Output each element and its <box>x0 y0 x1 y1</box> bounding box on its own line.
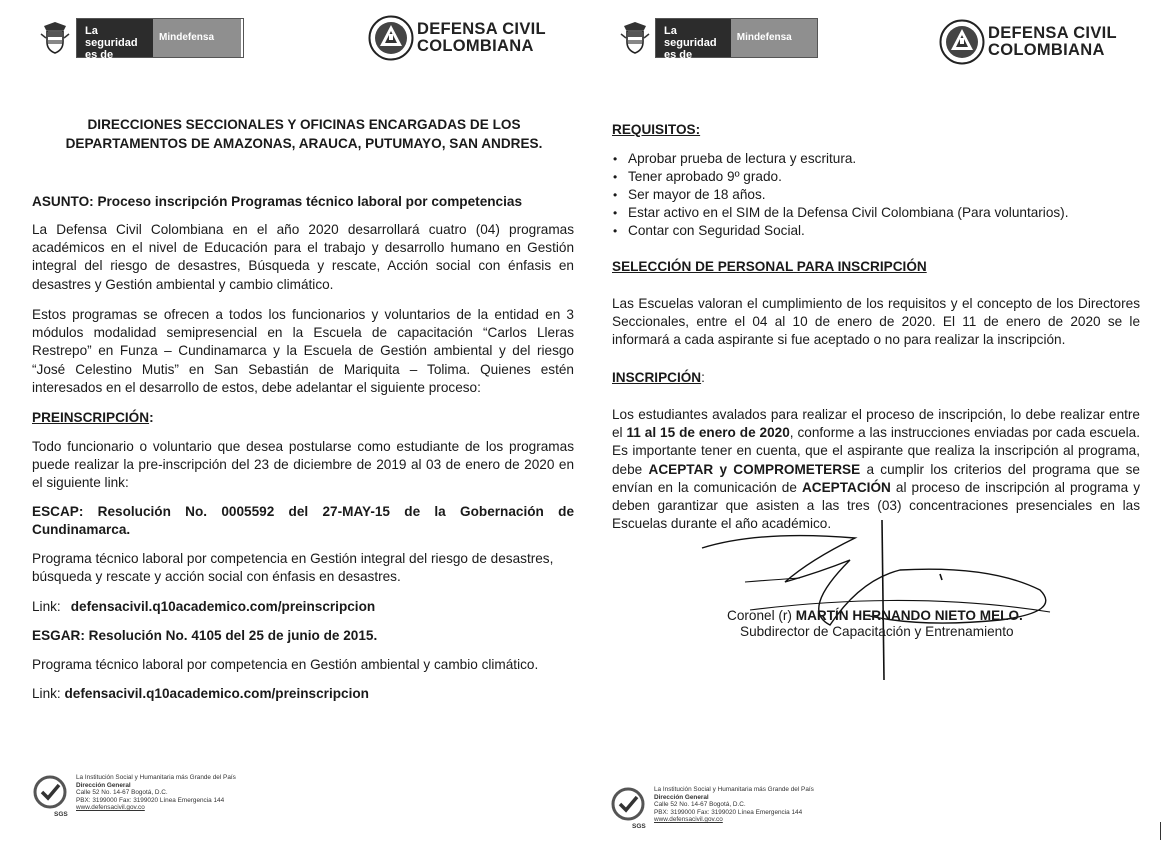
org-name-line2: COLOMBIANA <box>988 41 1105 59</box>
footer-right <box>610 786 814 830</box>
footer-tagline: La Institución Social y Humanitaria más Grande del País <box>654 786 814 793</box>
org-name <box>417 21 546 55</box>
org-name-line2: COLOMBIANA <box>417 37 534 55</box>
inscription-heading <box>612 369 705 387</box>
inscription-text-3: a cumplir los criterios del programa que se envían en la comunicación de <box>612 461 1140 495</box>
certification-seal-icon <box>610 786 650 826</box>
page-edge-mark <box>1160 822 1161 840</box>
defensa-civil-logo <box>368 14 546 62</box>
esgar-resolution: ESGAR: Resolución No. 4105 del 25 de junio de 2015. <box>32 628 378 643</box>
selection-heading: SELECCIÓN DE PERSONAL PARA INSCRIPCIÓN <box>612 259 927 274</box>
list-item: • Estar activo en el SIM de la Defensa Civil Colombiana (Para voluntarios). <box>612 204 1152 222</box>
inscription-text-4: al proceso de inscripción al programa y deben garantizar que asisten a las tres (03) concentraciones presenciales en las Escuelas durante el año académico. <box>612 479 1141 532</box>
sgs-label: SGS <box>632 823 646 830</box>
inscription-paragraph <box>612 406 1140 533</box>
escap-link <box>32 598 375 616</box>
banner-slogan-line2: es de todos <box>85 49 115 73</box>
footer-left <box>32 774 236 818</box>
preinscription-paragraph: Todo funcionario o voluntario que desea postularse como estudiante de los programas puede realizar la pre-inscripción del 23 de diciembre de 2019 al 03 de enero de 2020 en el siguiente link: <box>32 439 574 491</box>
banner-ministry: Mindefensa <box>153 19 241 57</box>
banner-slogan-line2: es de todos <box>664 49 694 73</box>
banner-slogan-line1: La seguridad <box>85 25 138 49</box>
escap-program: Programa técnico laboral por competencia en Gestión integral del riesgo de desastres, búsqueda y rescate y acción social con énfasis en desastres. <box>32 551 554 585</box>
list-item: • Aprobar prueba de lectura y escritura. <box>612 150 1152 168</box>
footer-website[interactable]: www.defensacivil.gov.co <box>654 816 723 824</box>
requirements-heading: REQUISITOS: <box>612 122 701 137</box>
list-item: • Tener aprobado 9º grado. <box>612 168 1152 186</box>
preinscription-heading-text: PREINSCRIPCIÓN <box>32 410 150 425</box>
programs-paragraph: Estos programas se ofrecen a todos los funcionarios y voluntarios de la entidad en 3 módulos modalidad semipresencial en la Escuela de capacitación “Carlos Lleras Restrepo” en Funza – Cundinamarca y la Escuela de Gestión ambiental y del riesgo “José Celestino Mutis” en San Sebastián de Mariquita – Tolima. Quienes estén interesados en el desarrollo de estos, debe adelantar el siguiente proceso: <box>32 307 574 395</box>
sgs-certification-icon <box>32 774 72 818</box>
sgs-label: SGS <box>54 811 68 818</box>
footer-website[interactable]: www.defensacivil.gov.co <box>76 804 145 812</box>
footer-address: Calle 52 No. 14-67 Bogotá, D.C. <box>654 801 746 809</box>
preinscription-heading-colon: : <box>149 410 154 425</box>
banner-slogan <box>656 19 731 73</box>
signer-full-name: MARTÍN HERNANDO NIETO MELO. <box>795 608 1023 623</box>
signer-role: Subdirector de Capacitación y Entrenamiento <box>740 624 1014 639</box>
esgar-link <box>32 685 369 703</box>
inscription-text-1: Los estudiantes avalados para realizar el proceso de inscripción, lo debe realizar entre el <box>612 407 1140 441</box>
footer-office: Dirección General <box>654 793 709 801</box>
document-title <box>34 115 574 153</box>
preinscription-heading <box>32 409 154 427</box>
list-item: • Ser mayor de 18 años. <box>612 186 1152 204</box>
esgar-link-url[interactable]: defensacivil.q10academico.com/preinscripcion <box>64 686 369 701</box>
escap-link-label: Link: <box>32 599 61 614</box>
colombia-coat-of-arms-icon <box>40 20 70 54</box>
banner-ministry: Mindefensa <box>731 19 817 57</box>
subject-line: ASUNTO: Proceso inscripción Programas técnico laboral por competencias <box>32 194 523 209</box>
inscription-heading-text: INSCRIPCIÓN <box>612 370 702 385</box>
escap-resolution: ESCAP: Resolución No. 0005592 del 27-MAY-15 de la Gobernación de Cundinamarca. <box>32 504 574 538</box>
sgs-certification-icon <box>610 786 650 830</box>
requirements-list <box>612 150 1152 240</box>
org-name-line1: DEFENSA CIVIL <box>417 20 546 38</box>
intro-paragraph: La Defensa Civil Colombiana en el año 2020 desarrollará cuatro (04) programas académicos en el nivel de Educación para el trabajo y desarrollo humano en Gestión integral del riesgo de desastres, Búsqueda y rescate, Acción social con énfasis en desastres y Gestión ambiental y cambio climático. <box>32 222 574 292</box>
mindefensa-banner <box>655 18 818 73</box>
footer-contact <box>654 786 814 824</box>
footer-tagline: La Institución Social y Humanitaria más Grande del País <box>76 774 236 781</box>
footer-office: Dirección General <box>76 781 131 789</box>
defensa-civil-emblem-icon <box>939 19 985 65</box>
colombia-coat-of-arms-icon <box>620 20 650 54</box>
footer-phones: PBX: 3199000 Fax: 3199020 Línea Emergencia 144 <box>76 796 225 804</box>
org-name <box>988 25 1117 59</box>
footer-contact <box>76 774 236 812</box>
defensa-civil-emblem-icon <box>368 15 414 61</box>
footer-phones: PBX: 3199000 Fax: 3199020 Línea Emergencia 144 <box>654 808 803 816</box>
escap-link-url[interactable]: defensacivil.q10academico.com/preinscripcion <box>70 599 376 614</box>
esgar-link-label: Link: <box>32 686 61 701</box>
certification-seal-icon <box>32 774 72 814</box>
mindefensa-banner <box>76 18 244 73</box>
selection-paragraph: Las Escuelas valoran el cumplimiento de los requisitos y el concepto de los Directores Seccionales, entre el 04 al 10 de enero de 2020. El 11 de enero de 2020 se le informará a cada aspirante si fue aceptado o no para realizar la inscripción. <box>612 296 1140 348</box>
inscription-text-2: , conforme a las instrucciones enviadas por cada escuela. Es importante tener en cuenta, que el aspirante que realiza la inscripción al programa, debe <box>612 425 1140 477</box>
esgar-program: Programa técnico laboral por competencia en Gestión ambiental y cambio climático. <box>32 657 539 672</box>
inscription-acceptance: ACEPTACIÓN <box>801 479 891 495</box>
inscription-dates: 11 al 15 de enero de 2020 <box>626 425 790 441</box>
banner-slogan <box>77 19 153 73</box>
footer-address: Calle 52 No. 14-67 Bogotá, D.C. <box>76 789 168 797</box>
inscription-accept: ACEPTAR y COMPROMETERSE <box>648 461 861 477</box>
list-item: • Contar con Seguridad Social. <box>612 222 1152 240</box>
document-title-line1: DIRECCIONES SECCIONALES Y OFICINAS ENCARGADAS DE LOS <box>87 117 521 132</box>
document-title-line2: DEPARTAMENTOS DE AMAZONAS, ARAUCA, PUTUMAYO, SAN ANDRES. <box>65 136 543 151</box>
banner-slogan-line1: La seguridad <box>664 25 717 49</box>
handwritten-signature <box>690 520 1070 685</box>
inscription-heading-colon: : <box>701 370 705 385</box>
org-name-line1: DEFENSA CIVIL <box>988 24 1117 42</box>
defensa-civil-logo <box>939 18 1117 66</box>
signer-rank: Coronel (r) <box>727 608 796 623</box>
